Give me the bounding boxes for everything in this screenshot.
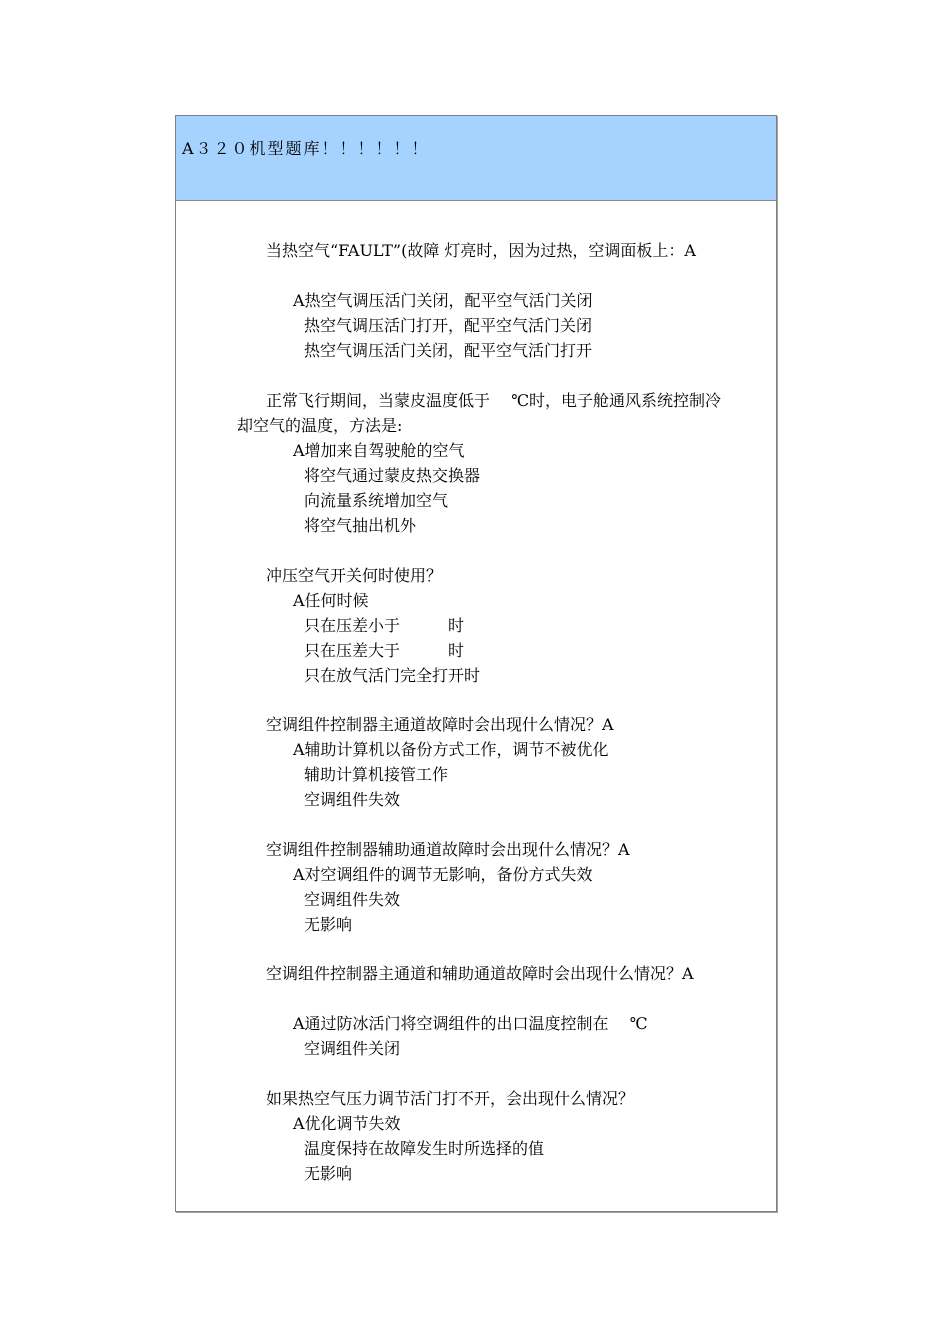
question-5-option-c: 无影响: [304, 915, 353, 934]
question-text: 当热空气“FAULT”(故障 灯亮时，因为过热，空调面板上：A: [266, 241, 696, 260]
question-1-option-c: 热空气调压活门关闭，配平空气活门打开: [304, 341, 593, 360]
page-title: A３２０机型题库！！！！！！: [182, 139, 430, 158]
question-7-option-c: 无影响: [304, 1164, 353, 1183]
question-1: [237, 238, 727, 263]
question-1-option-a: A热空气调压活门关闭，配平空气活门关闭: [293, 291, 593, 310]
question-text: 空调组件控制器主通道故障时会出现什么情况？A: [266, 715, 614, 734]
question-2-option-c: 向流量系统增加空气: [304, 491, 449, 510]
question-3-option-a: A任何时候: [293, 591, 369, 610]
question-text: 正常飞行期间，当蒙皮温度低于 ℃时，电子舱通风系统控制冷却空气的温度，方法是:: [237, 391, 721, 435]
question-6-option-b: 空调组件关闭: [304, 1039, 401, 1058]
question-text: 冲压空气开关何时使用？: [266, 566, 443, 585]
question-4-option-a: A辅助计算机以备份方式工作，调节不被优化: [293, 740, 609, 759]
question-2: [237, 388, 727, 438]
question-3-option-c: 只在压差大于 时: [304, 641, 465, 660]
question-4: [237, 712, 727, 737]
question-6-option-a: A通过防冰活门将空调组件的出口温度控制在 ℃: [293, 1014, 648, 1033]
question-6: [237, 961, 727, 986]
question-4-option-c: 空调组件失效: [304, 790, 401, 809]
panel-header: [176, 116, 776, 201]
question-2-option-a: A增加来自驾驶舱的空气: [293, 441, 465, 460]
question-text: 空调组件控制器主通道和辅助通道故障时会出现什么情况？A: [266, 964, 694, 983]
question-2-option-b: 将空气通过蒙皮热交换器: [304, 466, 481, 485]
question-text: 如果热空气压力调节活门打不开，会出现什么情况？: [266, 1089, 635, 1108]
question-7-option-b: 温度保持在故障发生时所选择的值: [304, 1139, 545, 1158]
question-text: 空调组件控制器辅助通道故障时会出现什么情况？A: [266, 840, 630, 859]
question-bank-panel: [175, 115, 777, 1212]
question-3: [237, 563, 727, 588]
question-7: [237, 1086, 727, 1111]
question-list: [176, 201, 776, 1211]
question-7-option-a: A优化调节失效: [293, 1114, 401, 1133]
question-5-option-a: A对空调组件的调节无影响，备份方式失效: [293, 865, 593, 884]
question-3-option-b: 只在压差小于 时: [304, 616, 465, 635]
question-4-option-b: 辅助计算机接管工作: [304, 765, 449, 784]
question-1-option-b: 热空气调压活门打开，配平空气活门关闭: [304, 316, 593, 335]
question-2-option-d: 将空气抽出机外: [304, 516, 417, 535]
question-5: [237, 837, 727, 862]
question-5-option-b: 空调组件失效: [304, 890, 401, 909]
question-3-option-d: 只在放气活门完全打开时: [304, 666, 481, 685]
